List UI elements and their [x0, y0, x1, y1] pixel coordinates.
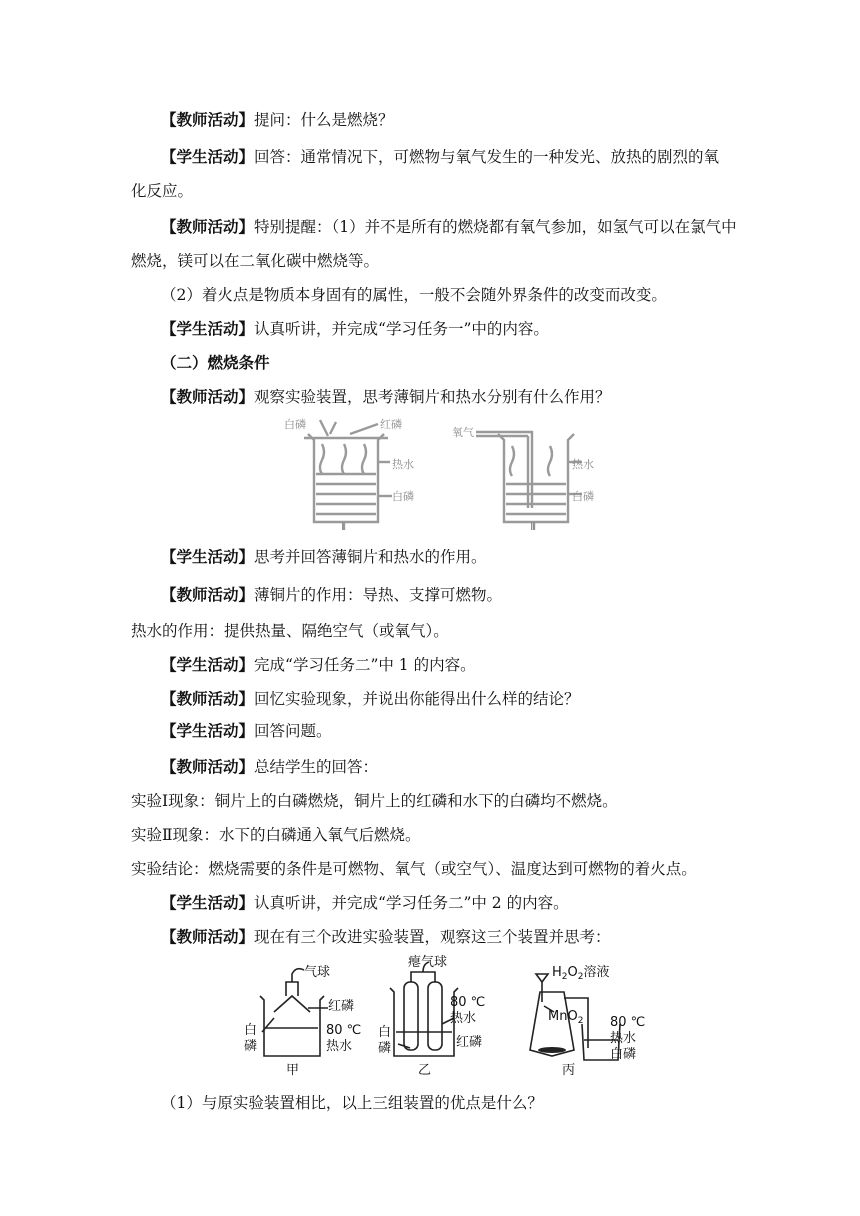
- paragraph-text: 观察实验装置，思考薄铜片和热水分别有什么作用？: [254, 388, 611, 406]
- label-white-phosphorus: 白磷: [572, 490, 594, 503]
- paragraph-text: 思考并回答薄铜片和热水的作用。: [254, 548, 487, 566]
- label-red-phosphorus: 红磷: [328, 999, 355, 1014]
- paragraph-teacher-reminder: [161, 217, 737, 237]
- paragraph-student-task2-2: [161, 893, 569, 913]
- paragraph-text: 现在有三个改进实验装置，观察这三个装置并思考：: [254, 928, 611, 946]
- section-heading: （二）燃烧条件: [161, 353, 270, 372]
- paragraph-teacher-observe: [161, 387, 611, 407]
- paragraph-student-task2-1: [161, 655, 476, 675]
- paragraph-text: 提问：什么是燃烧？: [254, 111, 394, 129]
- label-temperature: 80 ℃: [450, 995, 486, 1010]
- label-hot-water: 热水: [450, 1011, 477, 1026]
- paragraph-experiment-I: 实验Ⅰ现象：铜片上的白磷燃烧，铜片上的红磷和水下的白磷均不燃烧。: [131, 792, 618, 810]
- activity-tag: 【学生活动】: [161, 319, 255, 338]
- label-mno2: MnO$_2$: [548, 1009, 584, 1026]
- paragraph-text: 特别提醒：（1）并不是所有的燃烧都有氧气参加，如氢气可以在氯气中: [254, 218, 737, 236]
- activity-tag: 【学生活动】: [161, 893, 255, 912]
- apparatus-label-I: Ⅰ: [341, 520, 345, 532]
- apparatus-label-II: Ⅱ: [530, 520, 536, 532]
- paragraph-text: 回答问题。: [254, 722, 332, 740]
- activity-tag: 【学生活动】: [161, 547, 255, 566]
- label-white-phosphorus: 白: [244, 1023, 258, 1038]
- paragraph-text: 回答：通常情况下，可燃物与氧气发生的一种发光、放热的剧烈的氧: [254, 148, 720, 166]
- label-temperature: 80 ℃: [326, 1023, 362, 1038]
- paragraph-hot-water-role: 热水的作用：提供热量、隔绝空气（或氧气）。: [131, 622, 449, 640]
- label-h2o2-solution: $H_2O_2$溶液: [552, 965, 610, 982]
- label-temperature: 80 ℃: [610, 1015, 646, 1030]
- label-hot-water: 热水: [326, 1039, 353, 1054]
- apparatus-label-bing: 丙: [562, 1063, 576, 1078]
- activity-tag: 【教师活动】: [161, 387, 255, 406]
- paragraph-conclusion: 实验结论：燃烧需要的条件是可燃物、氧气（或空气）、温度达到可燃物的着火点。: [131, 860, 697, 878]
- label-red-phosphorus: 红磷: [380, 418, 402, 431]
- label-white-phosphorus: 白磷: [610, 1047, 637, 1062]
- experiment-figure-2: [238, 952, 658, 1078]
- apparatus-label-jia: 甲: [286, 1063, 300, 1078]
- experiment-figure-1: [280, 414, 600, 532]
- activity-tag: 【教师活动】: [161, 927, 255, 946]
- label-white-phosphorus-bottom: 白磷: [392, 490, 414, 503]
- label-hot-water: 热水: [392, 458, 414, 471]
- paragraph-continuation: 化反应。: [131, 182, 194, 200]
- label-hot-water: 热水: [572, 458, 594, 471]
- paragraph-text: 总结学生的回答：: [254, 758, 379, 776]
- label-balloon: 气球: [304, 965, 331, 980]
- activity-tag: 【教师活动】: [161, 689, 255, 708]
- label-white-phosphorus: 磷: [378, 1041, 392, 1056]
- label-hot-water: 热水: [610, 1031, 637, 1046]
- label-deflated-balloon: 瘪气球: [408, 955, 448, 970]
- activity-tag: 【学生活动】: [161, 147, 255, 166]
- paragraph-student-answer-question: [161, 721, 332, 741]
- paragraph-teacher-recall: [161, 689, 580, 709]
- paragraph-teacher-summary: [161, 757, 378, 777]
- activity-tag: 【教师活动】: [161, 757, 255, 776]
- activity-tag: 【教师活动】: [161, 110, 255, 129]
- paragraph-question-1: （1）与原实验装置相比，以上三组装置的优点是什么？: [161, 1094, 543, 1112]
- label-white-phosphorus-top: 白磷: [284, 418, 306, 431]
- paragraph-text: 薄铜片的作用：导热、支撑可燃物。: [254, 586, 503, 604]
- paragraph-copper-role: [161, 585, 502, 605]
- label-white-phosphorus: 磷: [244, 1039, 258, 1054]
- paragraph-teacher-improved: [161, 927, 611, 947]
- paragraph-text: 回忆实验现象，并说出你能得出什么样的结论？: [254, 690, 580, 708]
- activity-tag: 【学生活动】: [161, 721, 255, 740]
- paragraph-text: 认真听讲，并完成“学习任务一”中的内容。: [254, 320, 549, 338]
- paragraph-text: 认真听讲，并完成“学习任务二”中 2 的内容。: [254, 894, 569, 912]
- label-white-phosphorus: 白: [378, 1025, 392, 1040]
- label-red-phosphorus: 红磷: [456, 1035, 483, 1050]
- activity-tag: 【学生活动】: [161, 655, 255, 674]
- label-oxygen: 氧气: [452, 426, 474, 439]
- paragraph-continuation: 燃烧，镁可以在二氧化碳中燃烧等。: [131, 252, 380, 270]
- activity-tag: 【教师活动】: [161, 585, 255, 604]
- paragraph-text: 完成“学习任务二”中 1 的内容。: [254, 656, 476, 674]
- paragraph-student-listen: [161, 319, 549, 339]
- apparatus-label-yi: 乙: [418, 1063, 432, 1078]
- paragraph-student-think: [161, 547, 487, 567]
- paragraph-ignition-point: （2）着火点是物质本身固有的属性，一般不会随外界条件的改变而改变。: [161, 286, 667, 304]
- paragraph-student-answer: [161, 147, 719, 167]
- paragraph-experiment-II: 实验Ⅱ现象：水下的白磷通入氧气后燃烧。: [131, 826, 421, 844]
- paragraph-teacher-question: [161, 110, 394, 130]
- activity-tag: 【教师活动】: [161, 217, 255, 236]
